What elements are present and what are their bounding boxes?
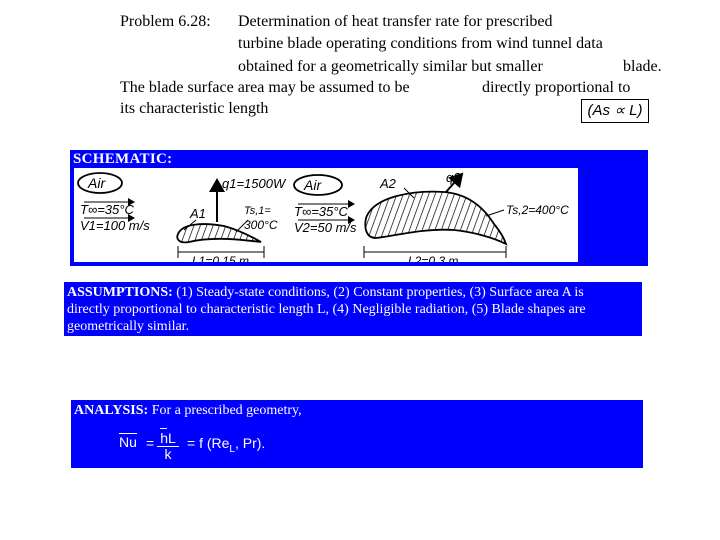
blade-diagram [74,168,578,262]
proportionality-formula: (As ∝ L) [581,99,649,123]
h-bar [160,428,167,429]
velocity-label-1: V1=100 m/s [80,218,150,233]
problem-title-line2: turbine blade operating conditions from wind tunnel data [238,35,603,52]
analysis-panel [71,400,643,468]
area-label-1: A1 [190,206,206,221]
fraction-denominator: k [164,446,172,462]
note-line2: its characteristic length [120,100,269,117]
heat-label-2: q2 [446,170,461,185]
note-line1-a: The blade surface area may be assumed to be [120,79,410,96]
length-label-2: L2=0.3 m [408,254,459,262]
assumptions-line1: (1) Steady-state conditions, (2) Constant properties, (3) Surface area A is [176,285,584,300]
assumptions-heading: ASSUMPTIONS: [67,285,173,300]
area-label-2: A2 [380,176,396,191]
schematic-drawing [74,168,578,262]
tinf-label-1: T∞=35°C [80,202,134,217]
assumptions-line3: geometrically similar. [67,319,190,334]
ts-value-1: 300°C [244,218,278,232]
assumptions-line2: directly proportional to characteristic length L, (4) Negligible radiation, (5) Blade shapes are [67,302,586,317]
fraction-numerator [157,428,179,447]
problem-title-line1: Determination of heat transfer rate for prescribed [238,13,553,30]
analysis-intro: For a prescribed geometry, [151,403,302,418]
note-line1-b: directly proportional to [482,79,631,96]
rhs-end: , Pr). [234,435,266,451]
equals-1: = [146,435,155,451]
air-label-1: Air [88,175,106,191]
assumptions-line1-wrap [67,284,584,301]
problem-label: Problem 6.28: [120,13,211,30]
problem-title-line3: obtained for a geometrically similar but smaller [238,58,543,75]
problem-title-line3-end: blade. [623,58,662,75]
blade-1-group [78,173,287,262]
velocity-label-2: V2=50 m/s [294,220,357,235]
heat-label-1: q1=1500W [222,176,286,191]
ts-label-2: Ts,2=400°C [506,203,569,217]
numerator-text: hL [160,430,176,446]
ts2-leader [486,210,504,216]
length-label-1: L1=0.15 m [192,254,250,262]
equation-rhs [187,435,265,455]
blade-2-group [294,170,569,262]
schematic-panel [70,150,648,266]
assumptions-panel [64,282,642,336]
analysis-heading: ANALYSIS: [74,403,149,418]
tinf-label-2: T∞=35°C [294,204,348,219]
analysis-intro-wrap [74,403,302,419]
rhs-subscript: L [229,443,235,455]
air-label-2: Air [304,177,322,193]
blade-2-shape [365,192,506,244]
fraction [157,428,179,462]
schematic-heading: SCHEMATIC: [73,151,173,167]
nu-bar: Nu [119,434,137,450]
rhs-function: = f (Re [187,435,230,451]
ts-label-1: Ts,1= [244,205,271,217]
